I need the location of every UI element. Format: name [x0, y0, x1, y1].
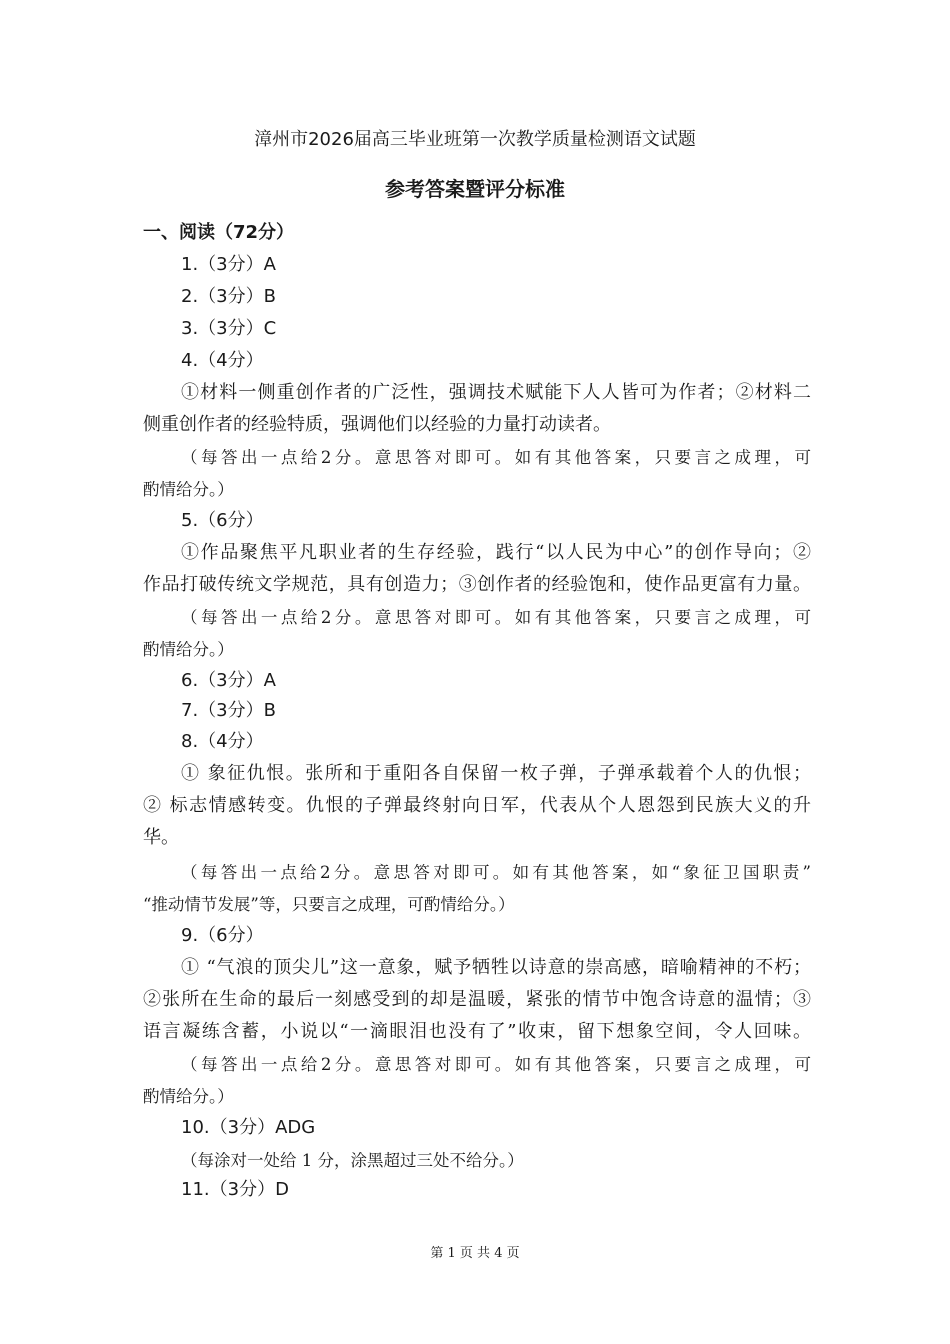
q8-answer-line-3: 华。	[143, 827, 179, 848]
answer-q10: 10.（3分）ADG	[181, 1117, 316, 1138]
q4-answer-line-1: ①材料一侧重创作者的广泛性，强调技术赋能下人人皆可为作者；②材料二	[181, 382, 811, 403]
page-number-footer: 第 1 页 共 4 页	[430, 1246, 520, 1261]
q5-answer-line-2: 作品打破传统文学规范，具有创造力；③创作者的经验饱和，使作品更富有力量。	[143, 574, 811, 595]
q9-answer-line-2: ②张所在生命的最后一刻感受到的却是温暖，紧张的情节中饱含诗意的温情；③	[143, 989, 811, 1010]
q8-scoring-note-1: （每答出一点给2分。意思答对即可。如有其他答案，如“象征卫国职责”	[181, 863, 811, 882]
answer-q5: 5.（6分）	[181, 510, 264, 531]
page-subtitle: 参考答案暨评分标准	[385, 177, 565, 201]
q9-answer-line-3: 语言凝练含蓄，小说以“一滴眼泪也没有了”收束，留下想象空间，令人回味。	[143, 1021, 811, 1042]
answer-q6: 6.（3分）A	[181, 670, 276, 691]
q5-scoring-note-2: 酌情给分。）	[143, 640, 234, 659]
answer-q8: 8.（4分）	[181, 731, 264, 752]
q8-answer-line-1: ① 象征仇恨。张所和于重阳各自保留一枚子弹，子弹承载着个人的仇恨；	[181, 763, 811, 784]
q9-scoring-note-2: 酌情给分。）	[143, 1087, 234, 1106]
q9-answer-line-1: ① “气浪的顶尖儿”这一意象，赋予牺牲以诗意的崇高感，暗喻精神的不朽；	[181, 957, 811, 978]
q10-scoring-note: （每涂对一处给 1 分，涂黑超过三处不给分。）	[181, 1151, 524, 1170]
q4-scoring-note-1: （每答出一点给2分。意思答对即可。如有其他答案，只要言之成理，可	[181, 448, 811, 467]
exam-title: 漳州市2026届高三毕业班第一次教学质量检测语文试题	[254, 129, 696, 150]
answer-q7: 7.（3分）B	[181, 700, 276, 721]
answer-q3: 3.（3分）C	[181, 318, 277, 339]
section-heading-reading: 一、阅读（72分）	[143, 222, 295, 243]
q4-answer-line-2: 侧重创作者的经验特质，强调他们以经验的力量打动读者。	[143, 414, 611, 435]
q4-scoring-note-2: 酌情给分。）	[143, 480, 234, 499]
q5-answer-line-1: ①作品聚焦平凡职业者的生存经验，践行“以人民为中心”的创作导向；②	[181, 542, 811, 563]
q5-scoring-note-1: （每答出一点给2分。意思答对即可。如有其他答案，只要言之成理，可	[181, 608, 811, 627]
answer-q11: 11.（3分）D	[181, 1179, 289, 1200]
answer-q9: 9.（6分）	[181, 925, 264, 946]
q9-scoring-note-1: （每答出一点给2分。意思答对即可。如有其他答案，只要言之成理，可	[181, 1055, 811, 1074]
answer-q2: 2.（3分）B	[181, 286, 276, 307]
q8-answer-line-2: ② 标志情感转变。仇恨的子弹最终射向日军，代表从个人恩怨到民族大义的升	[143, 795, 811, 816]
answer-q4: 4.（4分）	[181, 350, 264, 371]
q8-scoring-note-2: “推动情节发展”等，只要言之成理，可酌情给分。）	[143, 895, 515, 914]
answer-q1: 1.（3分）A	[181, 254, 276, 275]
